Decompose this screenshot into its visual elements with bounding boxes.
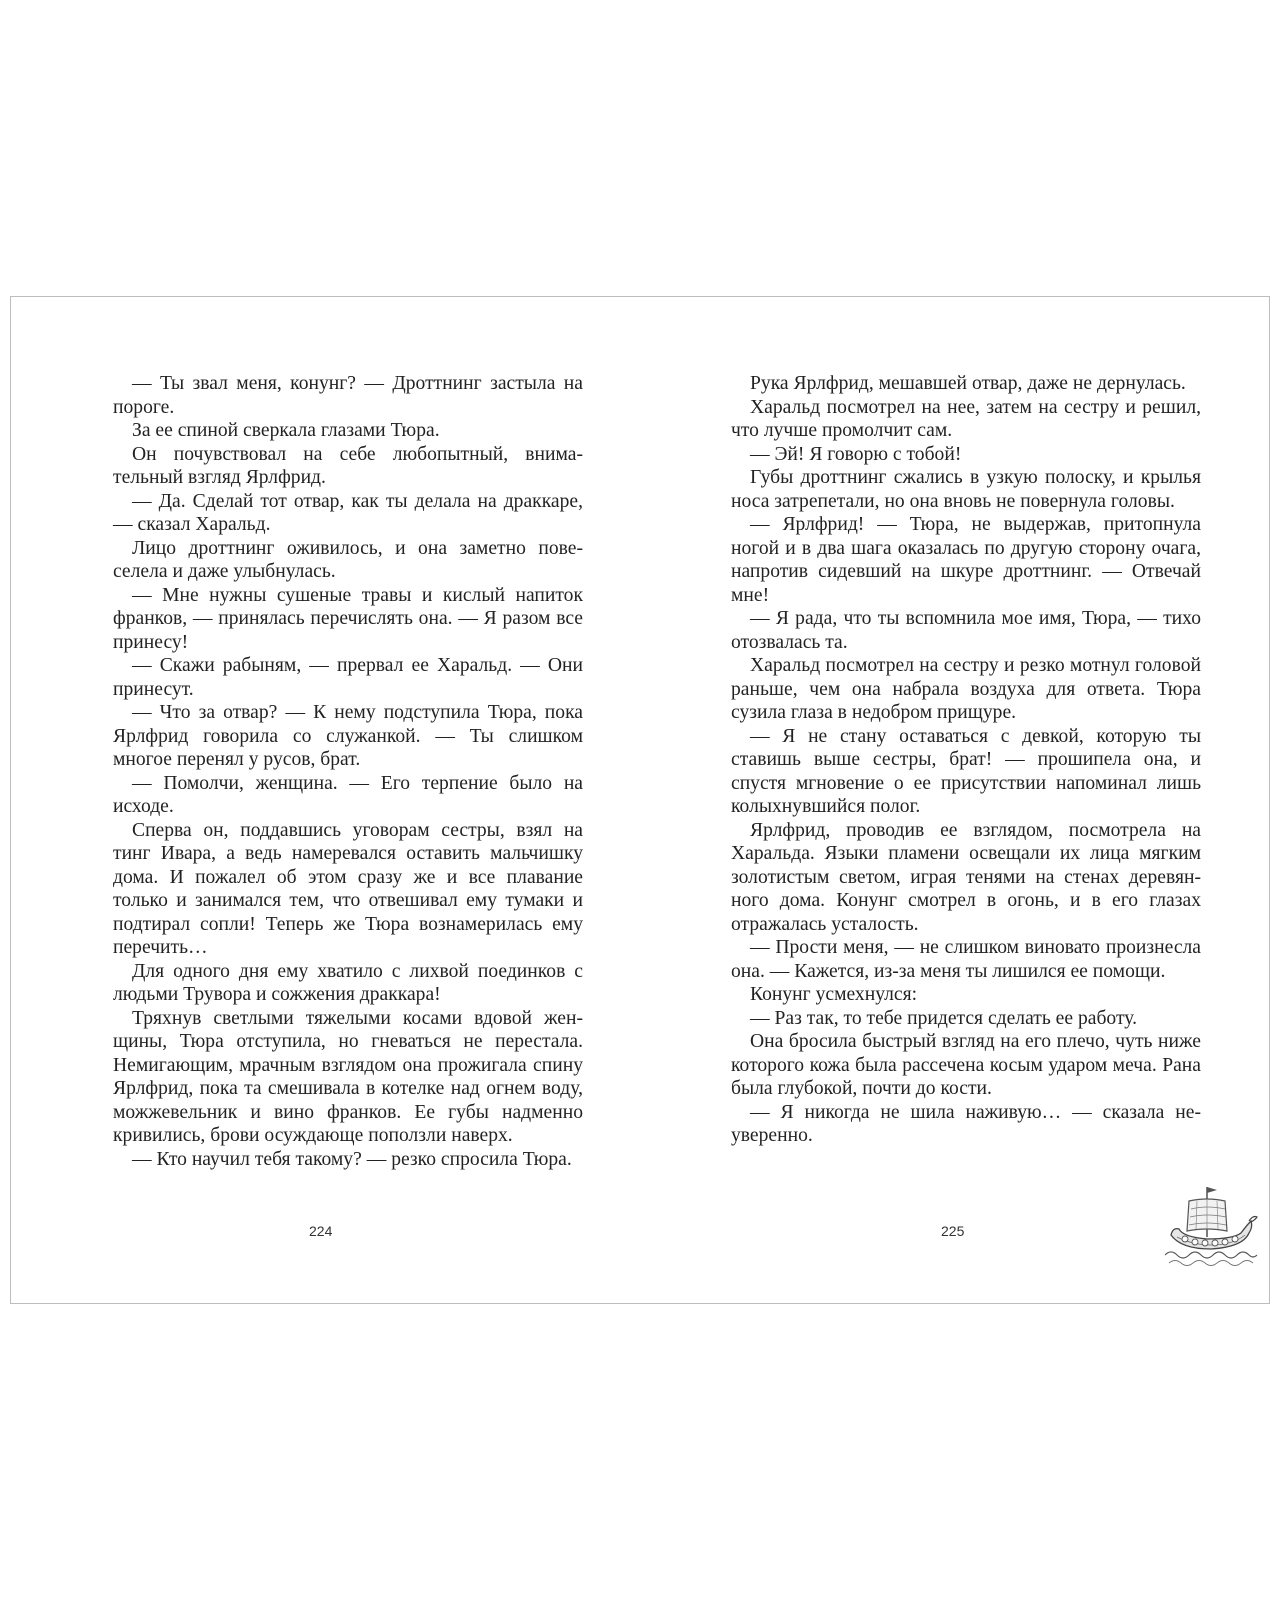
book-spread (10, 296, 1270, 1304)
left-page (11, 297, 641, 1303)
page-number-left: 224 (309, 1223, 333, 1239)
paragraph: Харальд посмотрел на нее, затем на сестру и решил, что лучше промолчит сам. (731, 396, 1201, 441)
right-page-text (731, 372, 1201, 1148)
paragraph: Она бросила быстрый взгляд на его плечо, чуть ниже которого кожа была рассечена косым ударом меча. Рана была глубокой, почти до кости. (731, 1031, 1201, 1099)
paragraph: Тряхнув светлыми тяжелыми косами вдовой женщины, Тюра отступила, но гневаться не перестала. Немигающим, мрачным взглядом она прожигала спину Ярлфрид, пока та смешивала в котелке над огнем воду, можжевельник и вино франков. Ее губы надменно кривились, брови осуждающе поползли наверх. (113, 1007, 583, 1146)
paragraph: Рука Ярлфрид, мешавшей отвар, даже не дернулась. (750, 373, 1186, 394)
paragraph: Сперва он, поддавшись уговорам сестры, взял на тинг Ивара, а ведь намеревался оставить мальчишку дома. И пожалел об этом сразу же и все плавание только и занимался тем, что отвешивал ему тумаки и подтирал сопли! Теперь же Тюра вознамерилась ему перечить… (113, 819, 583, 958)
paragraph: — Кто научил тебя такому? — резко спросила Тюра. (132, 1148, 572, 1170)
paragraph: — Помолчи, женщина. — Его терпение было на исходе. (113, 772, 583, 817)
page-number-right: 225 (941, 1223, 965, 1239)
viking-ship-icon (1163, 1177, 1259, 1273)
paragraph: — Я рада, что ты вспомнила мое имя, Тюра, — тихо отозвалась та. (731, 608, 1201, 653)
paragraph: — Прости меня, — не слишком виновато произнесла она. — Кажется, из-за меня ты лишился ее помощи. (731, 937, 1201, 982)
paragraph: За ее спиной сверкала глазами Тюра. (132, 420, 440, 441)
paragraph: — Я не стану оставаться с девкой, которую ты ставишь выше сестры, брат! — прошипела она, и спустя мгновение о ее присутствии напоминал лишь колыхнувшийся полог. (731, 725, 1201, 817)
paragraph: — Я никогда не шила наживую… — сказала неуверенно. (731, 1101, 1201, 1146)
paragraph: Лицо дроттнинг оживилось, и она заметно повеселела и даже улыбнулась. (113, 537, 583, 582)
paragraph: — Раз так, то тебе придется сделать ее работу. (750, 1007, 1138, 1029)
paragraph: Для одного дня ему хватило с лихвой поединков с людьми Трувора и сожжения драккара! (113, 960, 583, 1005)
paragraph: — Что за отвар? — К нему подступила Тюра, пока Ярлфрид говорила со служанкой. — Ты слишком многое перенял у русов, брат. (113, 702, 583, 770)
paragraph: — Мне нужны сушеные травы и кислый напиток франков, — принялась перечислять она. — Я разом все принесу! (113, 584, 583, 653)
paragraph: — Эй! Я говорю с тобой! (750, 443, 962, 465)
right-page (641, 297, 1269, 1303)
paragraph: — Скажи рабыням, — прервал ее Харальд. — Они принесут. (113, 655, 583, 700)
paragraph: Он почувствовал на себе любопытный, внимательный взгляд Ярлфрид. (113, 443, 583, 488)
paragraph: Конунг усмехнулся: (750, 984, 918, 1005)
paragraph: Губы дроттнинг сжались в узкую полоску, и крылья носа затрепетали, но она вновь не повернула головы. (731, 467, 1201, 512)
paragraph: — Ярлфрид! — Тюра, не выдержав, притопнула ногой и в два шага оказалась по другую сторону очага, напротив сидевший на шкуре дроттнинг. — Отвечай мне! (731, 514, 1201, 606)
paragraph: Ярлфрид, проводив ее взглядом, посмотрела на Харальда. Языки пламени освещали их лица мягким золотистым светом, играя тенями на стенах деревянного дома. Конунг смотрел в огонь, и в его глазах отражалась усталость. (731, 819, 1201, 935)
paragraph: — Ты звал меня, конунг? — Дроттнинг застыла на пороге. (113, 373, 583, 418)
paragraph: — Да. Сделай тот отвар, как ты делала на драккаре, — сказал Харальд. (113, 490, 583, 535)
paragraph: Харальд посмотрел на сестру и резко мотнул головой раньше, чем она набрала воздуха для ответа. Тюра сузила глаза в недобром прищуре. (731, 655, 1201, 723)
left-page-text (113, 372, 583, 1171)
